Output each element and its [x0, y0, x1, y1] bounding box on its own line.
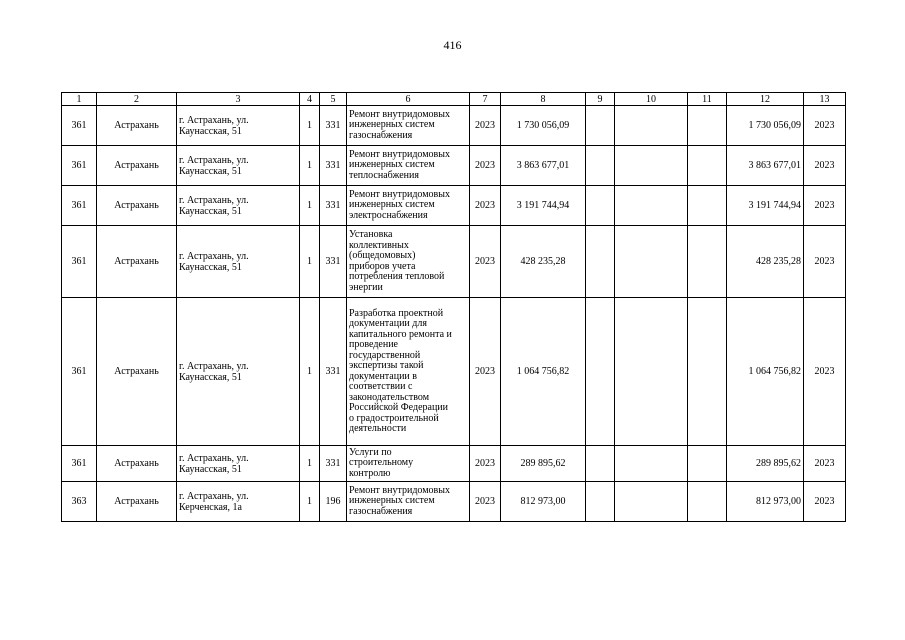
- work-line: документации в: [349, 370, 417, 382]
- col5-cell: 331: [320, 146, 347, 186]
- year-cell: 2023: [470, 146, 501, 186]
- address-line: г. Астрахань, ул.: [179, 154, 249, 166]
- col10-cell: [615, 482, 688, 522]
- col9-cell: [586, 146, 615, 186]
- work-line: (общедомовых): [349, 250, 416, 261]
- address-line: г. Астрахань, ул.: [179, 360, 249, 372]
- address-line: г. Астрахань, ул.: [179, 490, 249, 502]
- cost-cell: 3 863 677,01: [501, 146, 586, 186]
- row-number: 361: [62, 186, 97, 226]
- col-header: 3: [177, 93, 300, 106]
- col5-cell: 331: [320, 186, 347, 226]
- work-line: потребления тепловой: [349, 271, 445, 282]
- col-header: 7: [470, 93, 501, 106]
- work-line: энергии: [349, 281, 383, 293]
- col4-cell: 1: [300, 186, 320, 226]
- total-cell: 289 895,62: [727, 446, 804, 482]
- city-cell: Астрахань: [97, 446, 177, 482]
- city-cell: Астрахань: [97, 226, 177, 298]
- year-cell: 2023: [470, 482, 501, 522]
- work-line: приборов учета: [349, 260, 416, 272]
- row-number: 361: [62, 226, 97, 298]
- work-line: Ремонт внутридомовых: [349, 188, 451, 200]
- row-number: 361: [62, 446, 97, 482]
- col10-cell: [615, 226, 688, 298]
- address-line: Каунасская, 51: [179, 125, 242, 137]
- col4-cell: 1: [300, 298, 320, 446]
- col10-cell: [615, 298, 688, 446]
- col-header: 8: [501, 93, 586, 106]
- work-type-cell: [347, 226, 470, 298]
- cost-cell: 1 730 056,09: [501, 106, 586, 146]
- col10-cell: [615, 106, 688, 146]
- city-cell: Астрахань: [97, 106, 177, 146]
- col4-cell: 1: [300, 226, 320, 298]
- end-year-cell: 2023: [804, 226, 846, 298]
- cost-cell: 1 064 756,82: [501, 298, 586, 446]
- col9-cell: [586, 186, 615, 226]
- work-type-cell: [347, 298, 470, 446]
- col-header: 13: [804, 93, 846, 106]
- year-cell: 2023: [470, 446, 501, 482]
- address-line: Каунасская, 51: [179, 371, 242, 383]
- address-cell: [177, 146, 300, 186]
- col4-cell: 1: [300, 482, 320, 522]
- col5-cell: 331: [320, 446, 347, 482]
- year-cell: 2023: [470, 106, 501, 146]
- address-line: Каунасская, 51: [179, 165, 242, 177]
- col11-cell: [688, 146, 727, 186]
- work-line: Ремонт внутридомовых: [349, 148, 451, 160]
- address-line: г. Астрахань, ул.: [179, 250, 249, 262]
- col5-cell: 331: [320, 298, 347, 446]
- table-row: [62, 186, 846, 226]
- cost-cell: 289 895,62: [501, 446, 586, 482]
- work-type-cell: [347, 146, 470, 186]
- total-cell: 1 064 756,82: [727, 298, 804, 446]
- col-header: 2: [97, 93, 177, 106]
- work-line: теплоснабжения: [349, 169, 419, 181]
- work-line: коллективных: [349, 239, 409, 251]
- work-type-cell: [347, 446, 470, 482]
- address-line: Каунасская, 51: [179, 205, 242, 217]
- work-line: строительному: [349, 457, 414, 469]
- work-line: контролю: [349, 467, 391, 479]
- col-header: 1: [62, 93, 97, 106]
- cost-cell: 428 235,28: [501, 226, 586, 298]
- work-line: о градостроительной: [349, 412, 439, 424]
- end-year-cell: 2023: [804, 482, 846, 522]
- work-line: законодательством: [349, 391, 430, 403]
- col4-cell: 1: [300, 446, 320, 482]
- col4-cell: 1: [300, 146, 320, 186]
- col11-cell: [688, 298, 727, 446]
- col11-cell: [688, 226, 727, 298]
- total-cell: 3 863 677,01: [727, 146, 804, 186]
- address-cell: [177, 446, 300, 482]
- col9-cell: [586, 482, 615, 522]
- row-number: 361: [62, 146, 97, 186]
- work-line: Разработка проектной: [349, 307, 444, 319]
- address-cell: [177, 482, 300, 522]
- work-line: государственной: [349, 349, 421, 361]
- repair-table: [61, 92, 846, 522]
- address-line: Каунасская, 51: [179, 463, 242, 475]
- total-cell: 3 191 744,94: [727, 186, 804, 226]
- work-type-cell: [347, 186, 470, 226]
- address-line: г. Астрахань, ул.: [179, 452, 249, 464]
- city-cell: Астрахань: [97, 482, 177, 522]
- end-year-cell: 2023: [804, 298, 846, 446]
- col11-cell: [688, 446, 727, 482]
- col-header: 10: [615, 93, 688, 106]
- col4-cell: 1: [300, 106, 320, 146]
- year-cell: 2023: [470, 186, 501, 226]
- address-line: Керченская, 1а: [179, 501, 242, 513]
- address-line: г. Астрахань, ул.: [179, 114, 249, 126]
- work-type-cell: [347, 482, 470, 522]
- work-line: экспертизы такой: [349, 360, 424, 371]
- header-row: [62, 93, 846, 106]
- cost-cell: 812 973,00: [501, 482, 586, 522]
- work-line: документации для: [349, 318, 427, 329]
- col11-cell: [688, 186, 727, 226]
- work-line: Услуги по: [349, 446, 392, 458]
- city-cell: Астрахань: [97, 186, 177, 226]
- address-cell: [177, 186, 300, 226]
- table-row: [62, 226, 846, 298]
- table-row: [62, 146, 846, 186]
- work-type-cell: [347, 106, 470, 146]
- work-line: соответствии с: [349, 381, 413, 392]
- address-line: г. Астрахань, ул.: [179, 194, 249, 206]
- col5-cell: 331: [320, 106, 347, 146]
- total-cell: 428 235,28: [727, 226, 804, 298]
- work-line: электроснабжения: [349, 209, 428, 221]
- col-header: 4: [300, 93, 320, 106]
- col11-cell: [688, 106, 727, 146]
- work-line: инженерных систем: [349, 119, 435, 131]
- work-line: инженерных систем: [349, 495, 435, 507]
- address-cell: [177, 298, 300, 446]
- end-year-cell: 2023: [804, 186, 846, 226]
- work-line: Ремонт внутридомовых: [349, 484, 451, 496]
- row-number: 363: [62, 482, 97, 522]
- total-cell: 1 730 056,09: [727, 106, 804, 146]
- work-line: инженерных систем: [349, 159, 435, 171]
- col11-cell: [688, 482, 727, 522]
- work-line: газоснабжения: [349, 129, 413, 141]
- col10-cell: [615, 446, 688, 482]
- end-year-cell: 2023: [804, 446, 846, 482]
- col9-cell: [586, 106, 615, 146]
- row-number: 361: [62, 106, 97, 146]
- col-header: 9: [586, 93, 615, 106]
- work-line: капитального ремонта и: [349, 328, 452, 340]
- col-header: 11: [688, 93, 727, 106]
- table-row: [62, 446, 846, 482]
- col5-cell: 196: [320, 482, 347, 522]
- col9-cell: [586, 446, 615, 482]
- work-line: проведение: [349, 339, 398, 350]
- city-cell: Астрахань: [97, 298, 177, 446]
- col-header: 6: [347, 93, 470, 106]
- year-cell: 2023: [470, 298, 501, 446]
- work-line: Российской Федерации: [349, 402, 449, 413]
- work-line: Установка: [349, 229, 393, 240]
- address-cell: [177, 226, 300, 298]
- table-row: [62, 106, 846, 146]
- col5-cell: 331: [320, 226, 347, 298]
- col9-cell: [586, 298, 615, 446]
- work-line: Ремонт внутридомовых: [349, 108, 451, 120]
- cost-cell: 3 191 744,94: [501, 186, 586, 226]
- col-header: 5: [320, 93, 347, 106]
- address-cell: [177, 106, 300, 146]
- work-line: деятельности: [349, 423, 407, 434]
- city-cell: Астрахань: [97, 146, 177, 186]
- work-line: инженерных систем: [349, 199, 435, 211]
- col-header: 12: [727, 93, 804, 106]
- col10-cell: [615, 146, 688, 186]
- address-line: Каунасская, 51: [179, 261, 242, 273]
- table-row: [62, 298, 846, 446]
- row-number: 361: [62, 298, 97, 446]
- col9-cell: [586, 226, 615, 298]
- total-cell: 812 973,00: [727, 482, 804, 522]
- end-year-cell: 2023: [804, 106, 846, 146]
- page-number: 416: [443, 38, 462, 52]
- year-cell: 2023: [470, 226, 501, 298]
- end-year-cell: 2023: [804, 146, 846, 186]
- table-row: [62, 482, 846, 522]
- col10-cell: [615, 186, 688, 226]
- work-line: газоснабжения: [349, 505, 413, 517]
